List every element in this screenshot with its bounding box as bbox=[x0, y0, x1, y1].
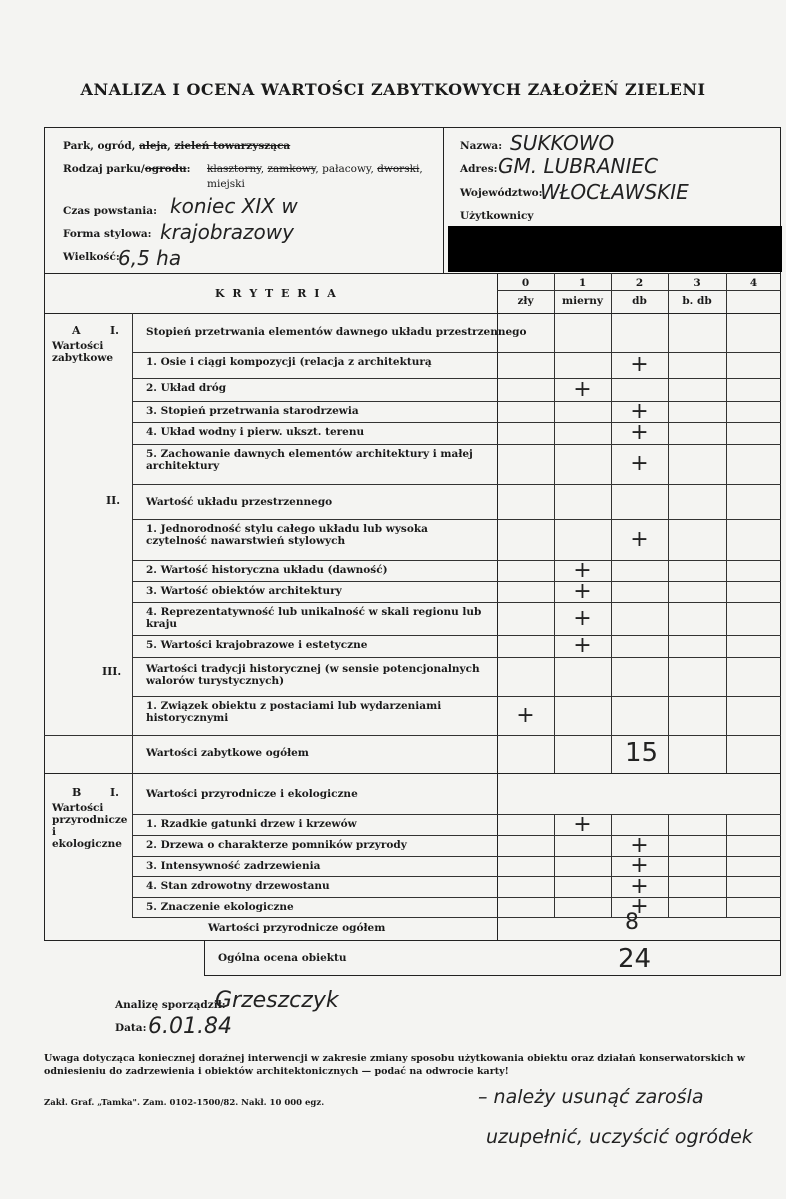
wielkosc-label: Wielkość: bbox=[63, 251, 120, 263]
grid-col-3 bbox=[668, 273, 669, 773]
row-rule bbox=[132, 401, 781, 402]
a1-mark-4: + bbox=[630, 420, 649, 445]
a1-mark-5: + bbox=[630, 451, 649, 476]
group-a2-title: Wartość układu przestrzennego bbox=[146, 496, 333, 508]
group-a3-title: Wartości tradycji historycznej (w sensie potencjonalnych walorów turystycznych) bbox=[146, 663, 480, 687]
wojewodztwo-value: WŁOCŁAWSKIE bbox=[540, 180, 689, 204]
overall-label: Ogólna ocena obiektu bbox=[218, 952, 347, 964]
row-rule bbox=[132, 856, 781, 857]
section-b-roman: I. bbox=[110, 786, 119, 799]
czas-label: Czas powstania: bbox=[63, 205, 157, 217]
nazwa-value: SUKKOWO bbox=[510, 131, 615, 155]
section-b-name: Wartości przyrodnicze i ekologiczne bbox=[52, 802, 128, 850]
row-rule bbox=[132, 876, 781, 877]
b-mark-5: + bbox=[630, 894, 649, 919]
group-b-title: Wartości przyrodnicze i ekologiczne bbox=[146, 788, 358, 800]
rodzaj-miejski: miejski bbox=[207, 178, 245, 190]
hand-note-1: – należy usunąć zarośla bbox=[478, 1086, 704, 1108]
a2-mark-1: + bbox=[630, 526, 649, 552]
adres-value: GM. LUBRANIEC bbox=[498, 154, 659, 178]
analize-label: Analizę sporządził: bbox=[115, 999, 226, 1011]
rule bbox=[132, 814, 781, 815]
a2-mark-2: + bbox=[573, 557, 592, 583]
grid-col-4b bbox=[726, 814, 727, 917]
row-rule bbox=[132, 444, 781, 445]
row-rule bbox=[132, 602, 781, 603]
frame-top bbox=[44, 127, 781, 128]
section-a-roman-2: II. bbox=[106, 494, 121, 507]
a1-mark-2: + bbox=[573, 376, 592, 402]
wojewodztwo-label: Województwo: bbox=[460, 187, 543, 199]
b-total-value: 8 bbox=[625, 910, 639, 935]
a2-item-1: 1. Jednorodność stylu całego układu lub wysoka czytelność nawarstwień stylowych bbox=[146, 523, 428, 547]
scale-word-1: mierny bbox=[561, 295, 604, 307]
forma-value: krajobrazowy bbox=[160, 220, 294, 244]
a2-item-5: 5. Wartości krajobrazowe i estetyczne bbox=[146, 639, 368, 651]
a1-item-1: 1. Osie i ciągi kompozycji (relacja z architekturą bbox=[146, 356, 432, 368]
header-divider bbox=[443, 127, 444, 273]
a-total-value: 15 bbox=[625, 738, 659, 768]
b-item-4: 4. Stan zdrowotny drzewostanu bbox=[146, 880, 330, 892]
uzytkownicy-label: Użytkownicy bbox=[460, 210, 534, 222]
row-rule bbox=[132, 835, 781, 836]
b-mark-3: + bbox=[630, 853, 649, 878]
scale-num-2: 2 bbox=[635, 277, 644, 289]
grid-col-4 bbox=[726, 273, 727, 773]
section-a-roman: I. bbox=[110, 324, 119, 337]
b-total-label: Wartości przyrodnicze ogółem bbox=[208, 922, 386, 934]
grid-col-3b bbox=[668, 814, 669, 917]
scale-num-0: 0 bbox=[521, 277, 530, 289]
uwaga-note: Uwaga dotycząca koniecznej doraźnej interwencji w zakresie zmiany sposobu użytkowania obiektu oraz działań konserwatorskich w odniesieniu do zadrzewienia i obiektów architektonicznych — podać na odwrocie karty! bbox=[44, 1053, 746, 1077]
scale-word-3: b. db bbox=[682, 295, 712, 307]
b-mark-4: + bbox=[630, 873, 649, 899]
section-b-subcol bbox=[132, 773, 133, 917]
b-mark-2: + bbox=[630, 832, 649, 858]
a3-mark-1: + bbox=[516, 702, 535, 728]
hand-note-2: uzupełnić, uczyścić ogródek bbox=[486, 1126, 753, 1148]
a1-item-3: 3. Stopień przetrwania starodrzewia bbox=[146, 405, 359, 417]
type-line: Park, ogród, aleja, zieleń towarzysząca bbox=[63, 140, 291, 152]
scale-word-0: zły bbox=[517, 295, 534, 307]
a2-mark-3: + bbox=[573, 578, 592, 604]
overall-value: 24 bbox=[618, 944, 652, 974]
a2-item-4: 4. Reprezentatywność lub unikalność w skali regionu lub kraju bbox=[146, 606, 482, 630]
overall-bottom bbox=[204, 975, 781, 976]
rule bbox=[132, 917, 781, 918]
row-rule bbox=[132, 581, 781, 582]
scale-num-4: 4 bbox=[749, 277, 758, 289]
a2-item-2: 2. Wartość historyczna układu (dawność) bbox=[146, 564, 388, 576]
a1-mark-1: + bbox=[630, 352, 649, 377]
section-a-letter: A bbox=[72, 324, 81, 337]
row-rule bbox=[132, 378, 781, 379]
redacted-block bbox=[448, 226, 782, 272]
a3-item-1: 1. Związek obiektu z postaciami lub wydarzeniami historycznymi bbox=[146, 700, 442, 724]
a1-mark-3: + bbox=[630, 398, 649, 424]
b-item-5: 5. Znaczenie ekologiczne bbox=[146, 901, 294, 913]
czas-value: koniec XIX w bbox=[170, 194, 298, 218]
row-rule bbox=[132, 422, 781, 423]
overall-left bbox=[204, 940, 205, 975]
rodzaj-options: klasztorny, zamkowy, pałacowy, dworski, bbox=[207, 163, 423, 175]
grid-col-1 bbox=[554, 273, 555, 773]
forma-label: Forma stylowa: bbox=[63, 228, 152, 240]
row-rule bbox=[132, 657, 781, 658]
adres-label: Adres: bbox=[460, 163, 498, 175]
print-info: Zakł. Graf. „Tamka". Zam. 0102-1500/82. Nakł. 10 000 egz. bbox=[44, 1098, 325, 1108]
rule bbox=[44, 773, 781, 774]
row-rule bbox=[132, 635, 781, 636]
data-value: 6.01.84 bbox=[148, 1014, 232, 1039]
grid-col-0 bbox=[497, 273, 498, 941]
scale-bottom bbox=[44, 313, 781, 314]
frame-bottom bbox=[44, 940, 781, 941]
scale-num-1: 1 bbox=[578, 277, 587, 289]
analize-signature: Grzeszczyk bbox=[215, 988, 339, 1013]
a2-mark-4: + bbox=[573, 605, 592, 631]
data-label: Data: bbox=[115, 1022, 147, 1034]
rule bbox=[132, 352, 781, 353]
row-rule bbox=[132, 560, 781, 561]
section-a-subcol bbox=[132, 313, 133, 773]
a1-item-4: 4. Układ wodny i pierw. ukszt. terenu bbox=[146, 426, 365, 438]
rodzaj-label: Rodzaj parku/ogrodu: bbox=[63, 163, 191, 175]
b-item-1: 1. Rzadkie gatunki drzew i krzewów bbox=[146, 818, 357, 830]
nazwa-label: Nazwa: bbox=[460, 140, 503, 152]
rule bbox=[132, 696, 781, 697]
a2-mark-5: + bbox=[573, 633, 592, 658]
b-mark-1: + bbox=[573, 811, 592, 837]
header-bottom bbox=[44, 273, 781, 274]
b-item-3: 3. Intensywność zadrzewienia bbox=[146, 860, 321, 872]
rule bbox=[132, 519, 781, 520]
a2-item-3: 3. Wartość obiektów architektury bbox=[146, 585, 342, 597]
section-a-name: Wartości zabytkowe bbox=[52, 340, 114, 364]
group-a1-title: Stopień przetrwania elementów dawnego układu przestrzennego bbox=[146, 326, 527, 338]
rule bbox=[44, 735, 781, 736]
row-rule bbox=[132, 897, 781, 898]
grid-col-2 bbox=[611, 273, 612, 773]
scale-num-3: 3 bbox=[693, 277, 701, 289]
section-a-roman-3: III. bbox=[102, 665, 122, 678]
b-item-2: 2. Drzewa o charakterze pomników przyrody bbox=[146, 839, 407, 851]
row-rule bbox=[132, 484, 781, 485]
section-b-letter: B bbox=[72, 786, 82, 799]
scale-word-2: db bbox=[632, 295, 647, 307]
frame-left bbox=[44, 127, 45, 941]
page-title: ANALIZA I OCENA WARTOŚCI ZABYTKOWYCH ZAŁOŻEŃ ZIELENI bbox=[80, 80, 706, 99]
scale-divider bbox=[497, 290, 781, 291]
a-total-label: Wartości zabytkowe ogółem bbox=[146, 747, 309, 759]
kryteria-label: K R Y T E R I A bbox=[215, 287, 338, 300]
a1-item-5: 5. Zachowanie dawnych elementów architektury i małej architektury bbox=[146, 448, 473, 472]
grid-col-2b bbox=[611, 814, 612, 917]
grid-col-1b bbox=[554, 814, 555, 917]
a1-item-2: 2. Układ dróg bbox=[146, 382, 227, 394]
wielkosc-value: 6,5 ha bbox=[118, 246, 182, 270]
